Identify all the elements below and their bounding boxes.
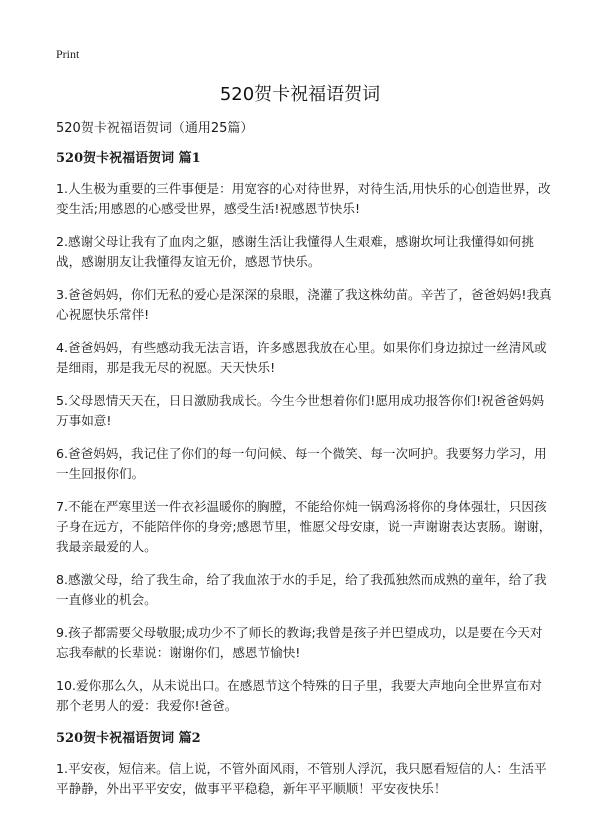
paragraph: 3.爸爸妈妈，你们无私的爱心是深深的泉眼，浇灌了我这株幼苗。辛苦了，爸爸妈妈!我真心祝愿快乐常伴! bbox=[56, 287, 552, 322]
document-title: 520贺卡祝福语贺词 bbox=[219, 84, 381, 105]
paragraph: 2.感谢父母让我有了血肉之躯，感谢生活让我懂得人生艰难，感谢坎坷让我懂得如何挑战，感谢朋友让我懂得友谊无价，感恩节快乐。 bbox=[56, 234, 534, 269]
print-link[interactable]: Print bbox=[56, 47, 80, 61]
paragraph: 6.爸爸妈妈，我记住了你们的每一句问候、每一个微笑、每一次呵护。我要努力学习，用一生回报你们。 bbox=[56, 446, 547, 481]
paragraph: 8.感激父母，给了我生命，给了我血浓于水的手足，给了我孤独然而成熟的童年，给了我一直修业的机会。 bbox=[56, 572, 547, 607]
paragraph: 7.不能在严寒里送一件衣衫温暖你的胸膛，不能给你炖一锅鸡汤将你的身体强壮，只因孩子身在远方，不能陪伴你的身旁;感恩节里，惟愿父母安康，说一声谢谢表达衷肠。谢谢，我最亲最爱的人。 bbox=[56, 499, 552, 554]
paragraph: 4.爸爸妈妈，有些感动我无法言语，许多感恩我放在心里。如果你们身边掠过一丝清风或是细雨，那是我无尽的祝愿。天天快乐! bbox=[56, 340, 547, 375]
paragraph: 1.平安夜，短信来。信上说，不管外面风雨，不管别人浮沉，我只愿看短信的人：生活平平静静，外出平平安安，做事平平稳稳，新年平平顺顺！平安夜快乐！ bbox=[56, 761, 547, 796]
section-heading: 520贺卡祝福语贺词 篇1 bbox=[56, 151, 201, 166]
document-body bbox=[56, 119, 552, 812]
paragraph: 9.孩子都需要父母敬服;成功少不了师长的教诲;我曾是孩子并巴望成功，以是要在今天对忘我奉献的长辈说：谢谢你们，感恩节愉快! bbox=[56, 625, 543, 660]
paragraph: 1.人生极为重要的三件事便是：用宽容的心对待世界，对待生活,用快乐的心创造世界，改变生活;用感恩的心感受世界，感受生活!祝感恩节快乐! bbox=[56, 181, 551, 216]
section-heading: 520贺卡祝福语贺词 篇2 bbox=[56, 731, 201, 746]
paragraph: 10.爱你那么久，从未说出口。在感恩节这个特殊的日子里，我要大声地向全世界宣布对那个老男人的爱：我爱你!爸爸。 bbox=[56, 678, 542, 713]
document-subtitle: 520贺卡祝福语贺词（通用25篇） bbox=[56, 121, 254, 136]
paragraph: 5.父母恩情天天在，日日激励我成长。今生今世想着你们!愿用成功报答你们!祝爸爸妈妈万事如意! bbox=[56, 393, 545, 428]
